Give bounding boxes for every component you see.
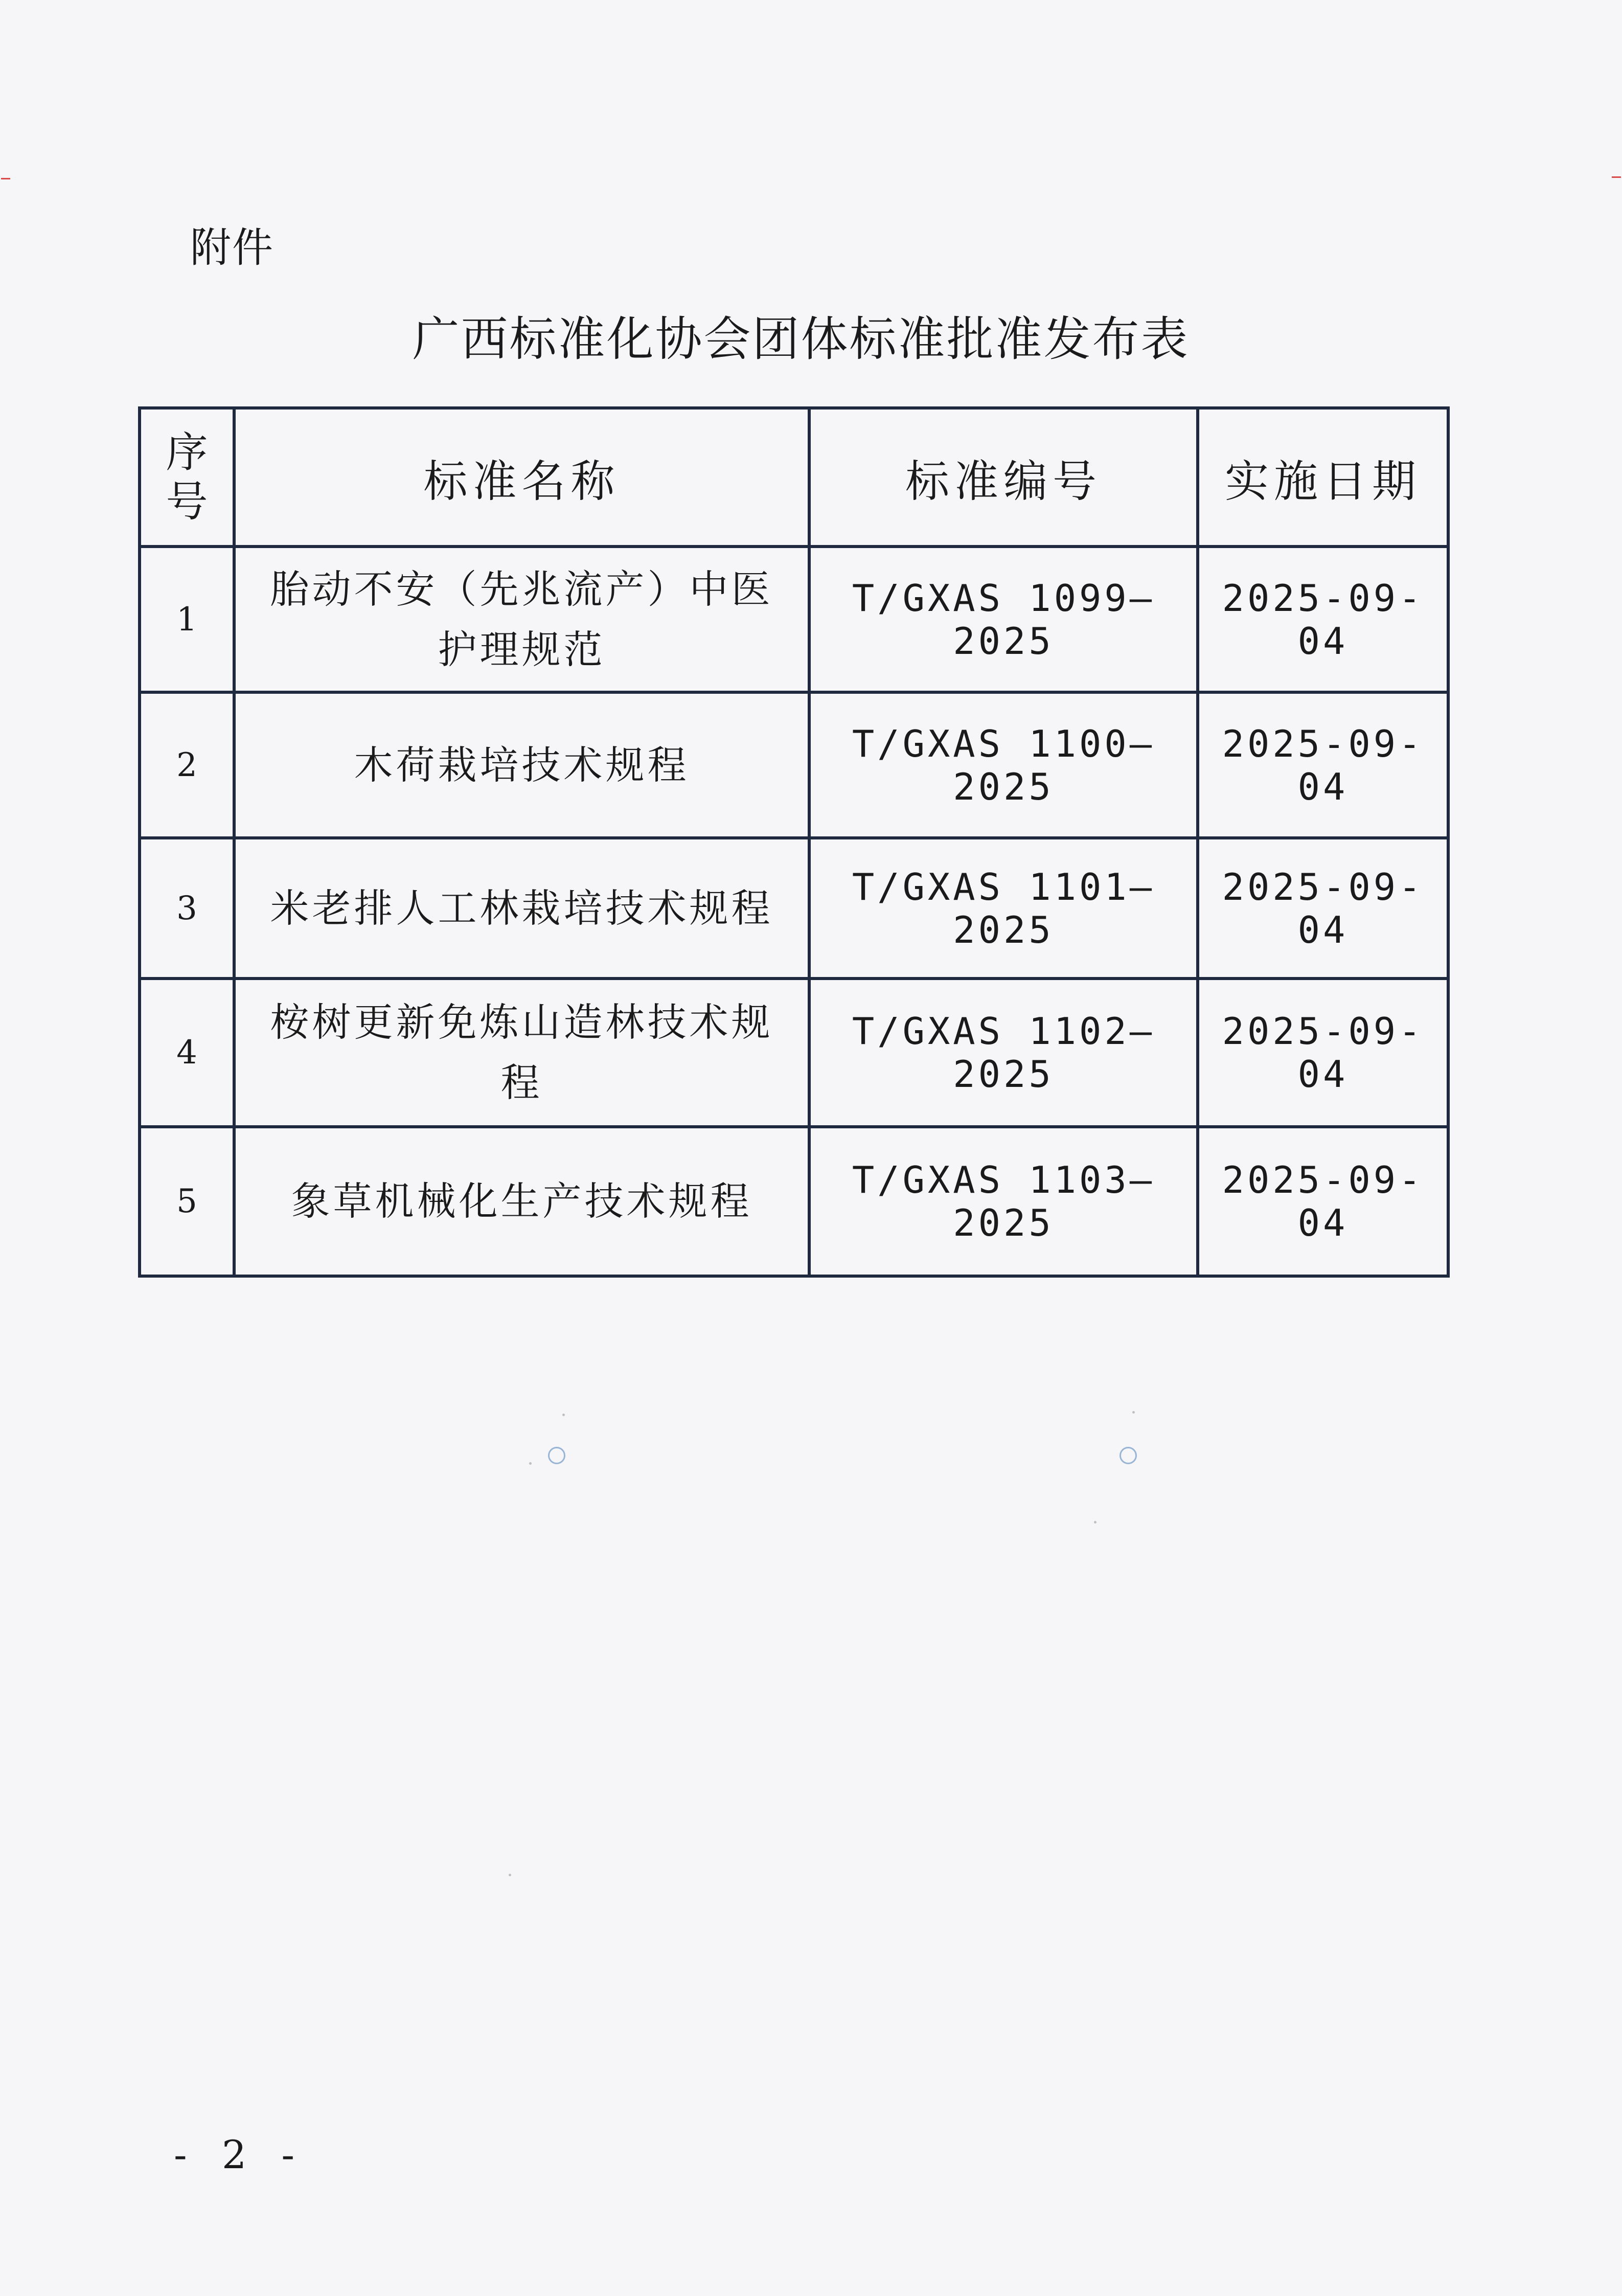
row-standard-name: 象草机械化生产技术规程 [234, 1127, 809, 1276]
scan-speck [529, 1462, 532, 1465]
row-effective-date: 2025-09-04 [1198, 979, 1448, 1127]
scan-speck [562, 1414, 565, 1416]
stamp-trace-mark [548, 1447, 565, 1464]
header-code: 标准编号 [809, 408, 1198, 547]
table-header-row [140, 408, 1448, 547]
scan-speck [1132, 1411, 1135, 1414]
crop-mark-right [1612, 176, 1621, 178]
document-title: 广西标准化协会团体标准批准发布表 [412, 312, 1190, 367]
table-row [140, 547, 1448, 692]
scan-speck [509, 1874, 511, 1876]
row-standard-code: T/GXAS 1102—2025 [809, 979, 1198, 1127]
row-standard-code: T/GXAS 1101—2025 [809, 838, 1198, 979]
row-standard-name [234, 547, 809, 692]
row-standard-name: 木荷栽培技术规程 [234, 692, 809, 838]
standards-table [138, 406, 1450, 1278]
row-seq: 4 [140, 979, 234, 1127]
row-effective-date: 2025-09-04 [1198, 692, 1448, 838]
table-row [140, 1127, 1448, 1276]
table-row [140, 838, 1448, 979]
row-seq: 2 [140, 692, 234, 838]
row-effective-date: 2025-09-04 [1198, 1127, 1448, 1276]
attachment-label: 附件 [190, 224, 274, 271]
row-seq: 5 [140, 1127, 234, 1276]
table-row [140, 979, 1448, 1127]
row-standard-code: T/GXAS 1100—2025 [809, 692, 1198, 838]
row-standard-name: 桉树更新免炼山造林技术规程 [234, 979, 809, 1127]
row-effective-date: 2025-09-04 [1198, 547, 1448, 692]
crop-mark-left [1, 178, 10, 179]
table-row [140, 692, 1448, 838]
row-seq: 1 [140, 547, 234, 692]
header-date: 实施日期 [1198, 408, 1448, 547]
row-standard-code: T/GXAS 1103—2025 [809, 1127, 1198, 1276]
row-seq: 3 [140, 838, 234, 979]
row-effective-date: 2025-09-04 [1198, 838, 1448, 979]
row-name-line1: 胎动不安（先兆流产）中医 [270, 566, 773, 612]
scan-speck [1094, 1521, 1096, 1524]
row-standard-code: T/GXAS 1099—2025 [809, 547, 1198, 692]
stamp-trace-mark [1120, 1447, 1137, 1464]
header-seq [140, 408, 234, 547]
header-name: 标准名称 [234, 408, 809, 547]
row-standard-name: 米老排人工林栽培技术规程 [234, 838, 809, 979]
header-seq-line1: 序 [166, 428, 208, 477]
header-seq-line2: 号 [166, 477, 208, 526]
row-name-line2: 护理规范 [438, 626, 606, 672]
page-number: - 2 - [174, 2132, 306, 2177]
